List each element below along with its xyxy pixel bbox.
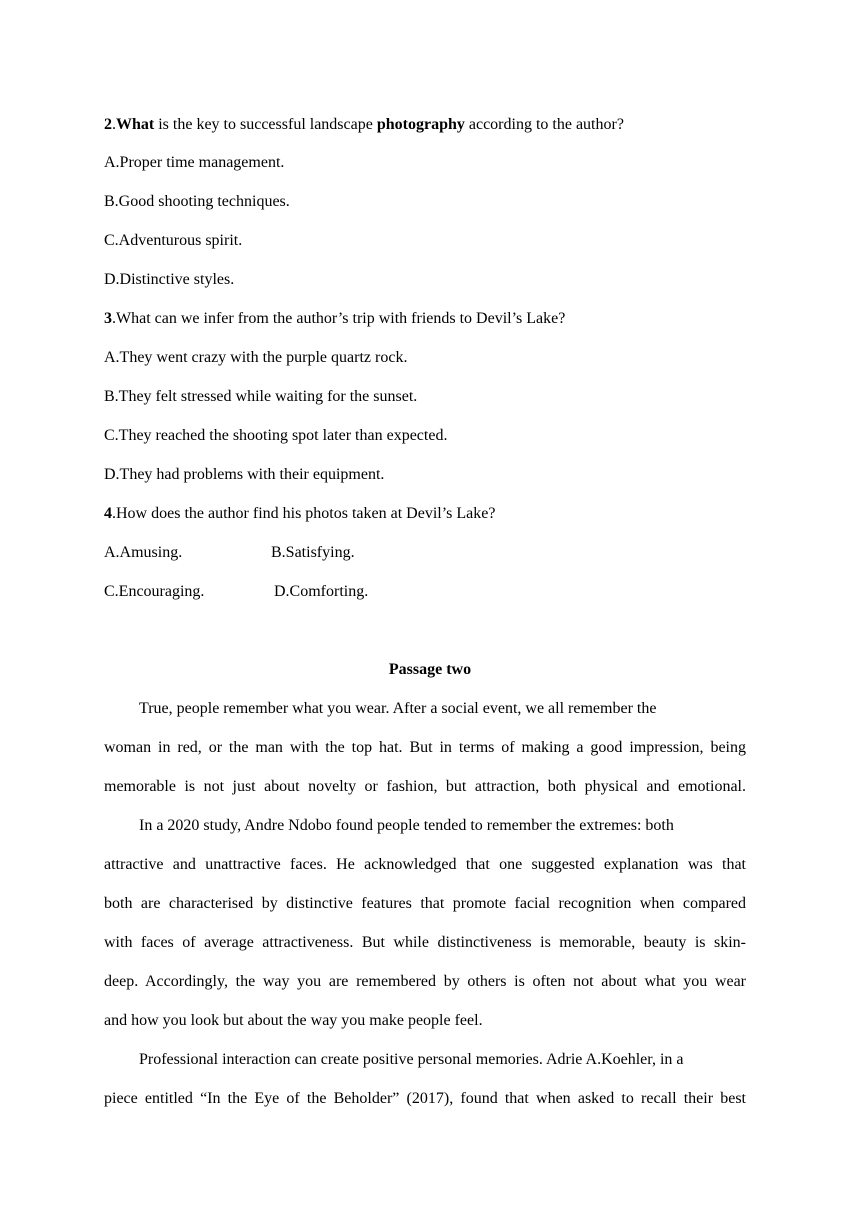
line-text: both are characterised by distinctive features that promote facial recognition when compared [104,895,746,912]
question-2-stem [104,115,624,135]
line-text: woman in red, or the man with the top hat. But in terms of making a good impression, being [104,739,746,756]
line-text: piece entitled “In the Eye of the Beholder” (2017), found that when asked to recall their best [104,1090,746,1107]
option-a: A.They went crazy with the purple quartz rock. [104,349,408,366]
option-a: A.Proper time management. [104,154,285,171]
question-number: 2 [104,116,112,133]
question-3-stem [104,309,565,329]
question-text: is the key to successful landscape [154,116,377,133]
passage-line [104,738,746,758]
question-text: .How does the author find his photos taken at Devil’s Lake? [112,505,496,522]
option-c: C.Encouraging. [104,583,205,600]
option-b: B.Good shooting techniques. [104,193,290,210]
option-a: A.Amusing. [104,544,183,561]
passage-line [104,933,746,953]
option-d: D.Distinctive styles. [104,271,235,288]
passage-line [104,855,746,875]
passage-title: Passage two [388,661,472,678]
passage-line: In a 2020 study, Andre Ndobo found people tended to remember the extremes: both [139,817,674,834]
passage-line: True, people remember what you wear. After a social event, we all remember the [139,700,657,717]
passage-line [104,777,746,797]
question-4-stem [104,504,495,524]
option-d: D.Comforting. [274,583,369,600]
bold-word: What [116,116,155,133]
line-text: deep. Accordingly, the way you are remembered by others is often not about what you wear [104,973,746,990]
passage-line [104,894,746,914]
line-text: with faces of average attractiveness. But while distinctiveness is memorable, beauty is skin- [104,934,746,951]
passage-line: and how you look but about the way you make people feel. [104,1012,483,1029]
passage-line: Professional interaction can create positive personal memories. Adrie A.Koehler, in a [139,1051,684,1068]
line-text: memorable is not just about novelty or fashion, but attraction, both physical and emotional. [104,778,746,795]
option-c: C.They reached the shooting spot later than expected. [104,427,448,444]
passage-line [104,1089,746,1109]
passage-line [104,972,746,992]
option-d: D.They had problems with their equipment. [104,466,385,483]
option-b: B.Satisfying. [271,544,355,561]
bold-word: photography [376,116,465,133]
option-b: B.They felt stressed while waiting for the sunset. [104,388,418,405]
question-text: according to the author? [464,116,624,133]
option-c: C.Adventurous spirit. [104,232,243,249]
line-text: attractive and unattractive faces. He acknowledged that one suggested explanation was that [104,856,746,873]
question-number: 4 [104,505,112,522]
question-text: .What can we infer from the author’s trip with friends to Devil’s Lake? [112,310,566,327]
question-number: 3 [104,310,112,327]
question-dot: . [112,116,116,133]
